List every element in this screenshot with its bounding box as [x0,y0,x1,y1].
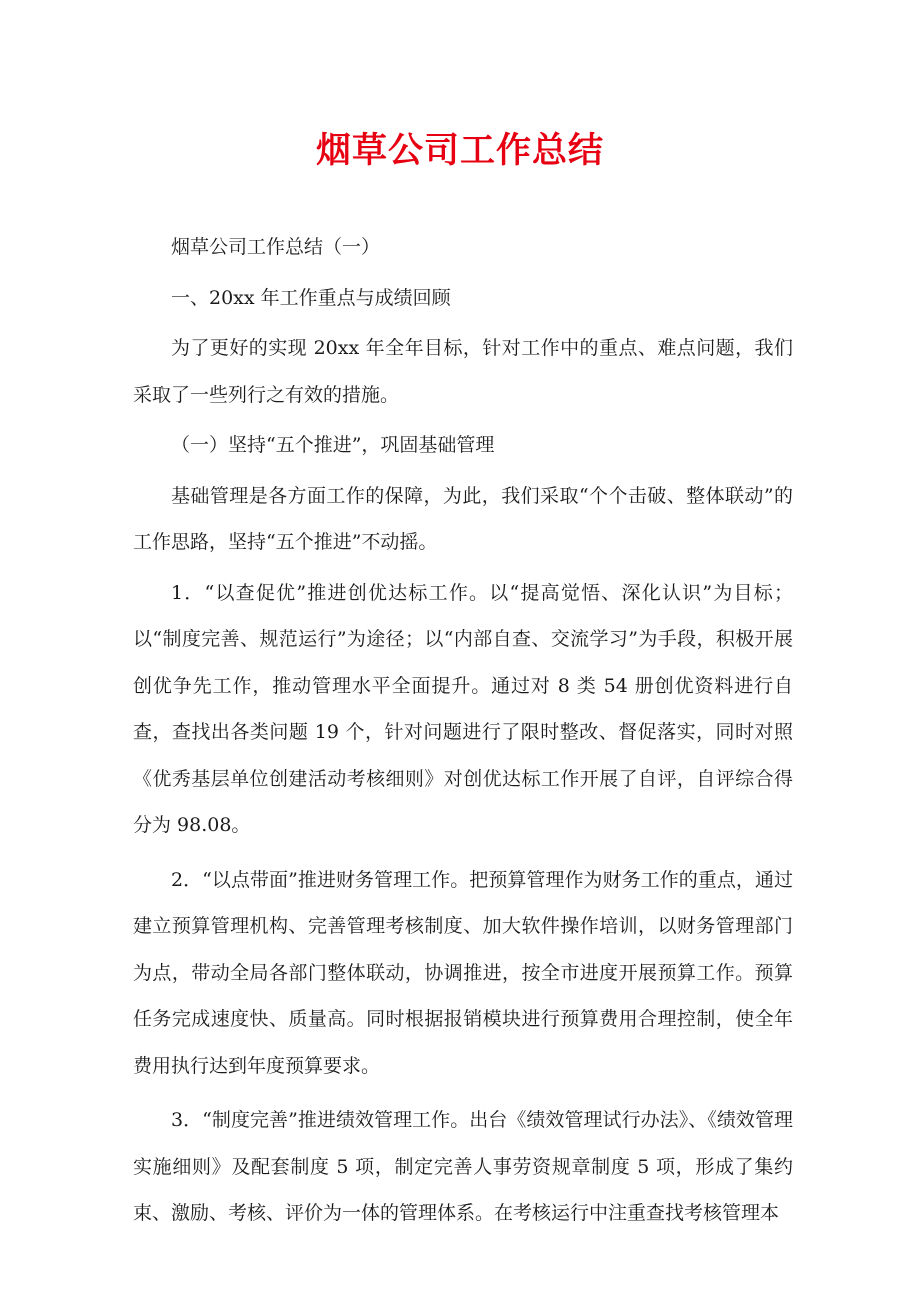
document-title: 烟草公司工作总结 [315,131,604,171]
paragraph: 基础管理是各方面工作的保障，为此，我们采取“个个击破、整体联动”的工作思路，坚持“五个推进”不动摇。 [133,484,793,553]
paragraph: 1．“以查促优”推进创优达标工作。以“提高觉悟、深化认识”为目标；以“制度完善、规范运行”为途径；以“内部自查、交流学习”为手段，积极开展创优争先工作，推动管理水平全面提升。通过对 8 类 54 册创优资料进行自查，查找出各类问题 19 个，针对问题进行了限时整改、督促落实，同时对照《优秀基层单位创建活动考核细则》对创优达标工作开展了自评，自评综合得分为 98.08。 [133,581,793,836]
subsection-heading: （一）坚持“五个推进”，巩固基础管理 [171,434,495,456]
document-body [133,224,793,1237]
paragraph: 2．“以点带面”推进财务管理工作。把预算管理作为财务工作的重点，通过建立预算管理机构、完善管理考核制度、加大软件操作培训，以财务管理部门为点，带动全局各部门整体联动，协调推进，按全市进度开展预算工作。预算任务完成速度快、质量高。同时根据报销模块进行预算费用合理控制，使全年费用执行达到年度预算要求。 [133,868,793,1077]
paragraph: 3．“制度完善”推进绩效管理工作。出台《绩效管理试行办法》、《绩效管理实施细则》及配套制度 5 项，制定完善人事劳资规章制度 5 项，形成了集约束、激励、考核、评价为一体的管理体系。在考核运行中注重查找考核管理本 [133,1109,793,1224]
section-heading: 烟草公司工作总结（一） [171,236,381,258]
paragraph: 为了更好的实现 20xx 年全年目标，针对工作中的重点、难点问题，我们采取了一些列行之有效的措施。 [133,337,793,406]
subsection-heading: 一、20xx 年工作重点与成绩回顾 [171,286,451,309]
